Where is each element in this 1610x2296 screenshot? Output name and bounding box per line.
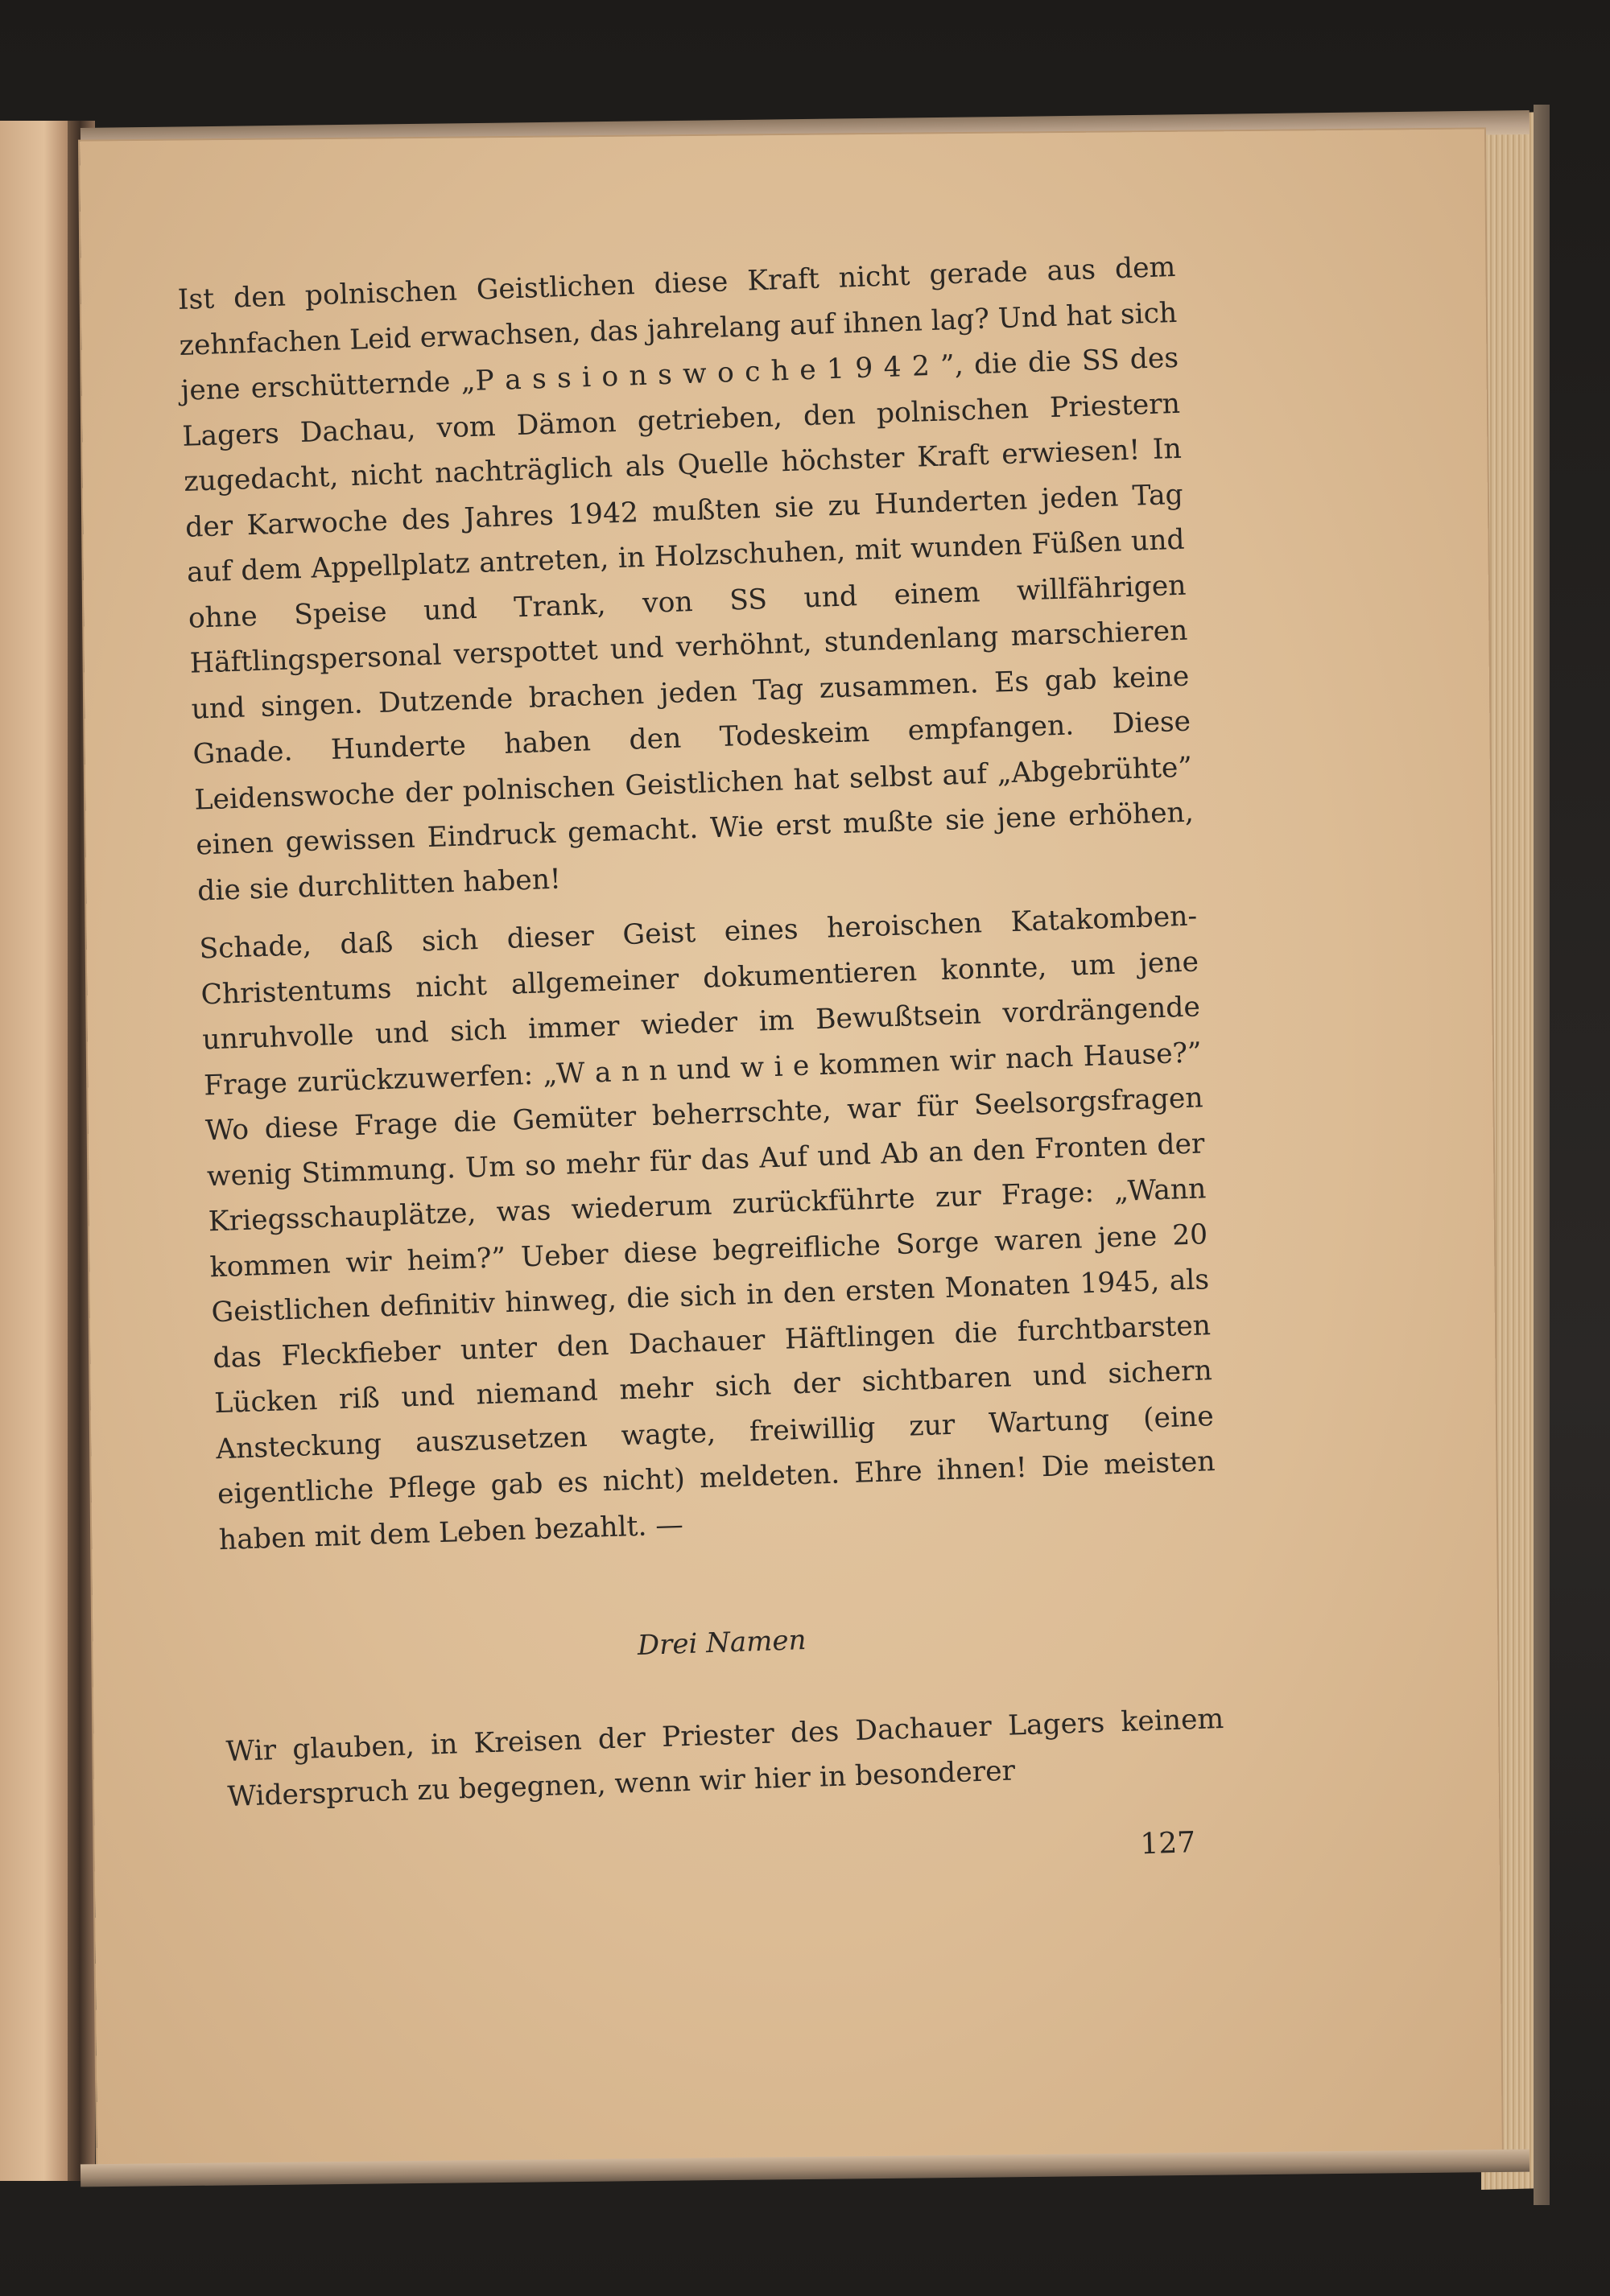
paragraph-1: Ist den polnischen Geistlichen diese Kraft nicht gerade aus dem zehnfachen Leid erwachsen, das jahrelang auf ihnen lag? Und hat sich jene erschütternde „P a s s i o n s w o c h e 1 9 4 2 ”, die die SS des Lagers Dachau, vom Dämon getrieben, den polnischen Priestern zugedacht, nicht nachträglich als Quelle höchster Kraft erwiesen! In der Karwoche des Jahres 1942 mußten sie zu Hunderten jeden Tag auf dem Appellplatz antreten, in Holzschuhen, mit wunden Füßen und ohne Speise und Trank, von SS und einem willfährigen Häftlingspersonal verspottet und verhöhnt, stundenlang marschieren und singen. Dutzende brachen jeden Tag zusammen. Es gab keine Gnade. Hunderte haben den Todeskeim empfangen. Diese Leidenswoche der polnischen Geistlichen hat selbst auf „Abgebrühte” einen gewissen Eindruck gemacht. Wie erst mußte sie jene erhöhen, die sie durchlitten haben! xyxy=(177,250,1195,908)
cover-edge xyxy=(1534,105,1550,2205)
paragraph-3: Wir glauben, in Kreisen der Priester des Dachauer Lagers keinem Widerspruch zu begegnen, wenn wir hier in besonderer xyxy=(225,1702,1224,1813)
page-number: 127 xyxy=(1139,1825,1196,1861)
page-text xyxy=(177,245,1228,1898)
paragraph-2: Schade, daß sich dieser Geist eines heroischen Katakomben-Christentums nicht allgemeiner dokumentieren konnte, um jene unruhvolle und sich immer wieder im Bewußtsein vordrängende Frage zurückzuwerfen: „W a n n und w i e kommen wir nach Hause?” Wo diese Frage die Gemüter beherrschte, war für Seelsorgsfragen wenig Stimmung. Um so mehr für das Auf und Ab an den Fronten der Kriegsschauplätze, was wiederum zurückführte zur Frage: „Wann kommen wir heim?” Ueber diese begreifliche Sorge waren jene 20 Geistlichen definitiv hinweg, die sich in den ersten Monaten 1945, als das Fleckfieber unter den Dachauer Häftlingen die furchtbarsten Lücken riß und niemand mehr sich der sichtbaren und sichern Ansteckung auszusetzen wagte, freiwillig zur Wartung (eine eigentliche Pflege gab es nicht) meldeten. Ehre ihnen! Die meisten haben mit dem Leben bezahlt. — xyxy=(199,900,1216,1556)
section-heading: Drei Namen xyxy=(637,1624,807,1662)
